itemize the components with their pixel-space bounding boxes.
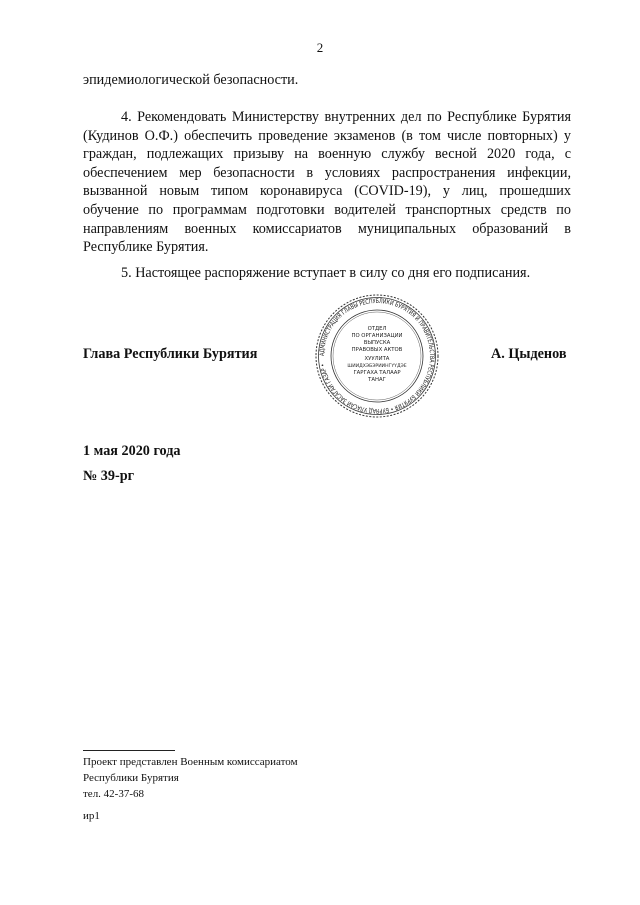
footnote-line: тел. 42-37-68 [83, 788, 145, 800]
seal-line: ВЫПУСКА [363, 340, 391, 346]
paragraph-continuation: эпидемиологической безопасности. [83, 72, 299, 88]
footnote [83, 754, 298, 802]
seal-line: ГАРГАХА ТАЛААР [353, 370, 401, 376]
seal-line: ХУУЛИТА [364, 356, 390, 362]
seal-line: ПРАВОВЫХ АКТОВ [351, 347, 403, 353]
seal-line: ПО ОРГАНИЗАЦИИ [351, 333, 403, 339]
footnote-line: Республики Бурятия [83, 772, 179, 784]
paragraph-item-4: 4. Рекомендовать Министерству внутренних дел по Республике Бурятия (Кудинов О.Ф.) обеспечить проведение экзаменов (в том числе повторных) у граждан, подлежащих призыву на военную службу весной 2020 года, с обеспечением мер безопасности в условиях распространения инфекции, вызванной новым типом коронавируса (COVID-19), у лиц, прошедших обучение по программам подготовки водителей транспортных средств по направлениям военных комиссариатов муниципальных образований в Республике Бурятия. [83, 109, 571, 256]
footnote-line: Проект представлен Военным комиссариатом [83, 756, 298, 768]
signatory-title: Глава Республики Бурятия [83, 346, 258, 362]
document-date: 1 мая 2020 года [83, 443, 181, 459]
footnote-divider [83, 750, 175, 751]
seal-outer-text: АДМИНИСТРАЦИЯ ГЛАВЫ РЕСПУБЛИКИ БУРЯТИЯ И ПРАВИТЕЛЬСТВА РЕСПУБЛИКИ БУРЯТИЯ • БУРЯАД УЛАСАЙ ЗАСАГАЙ ГАЗАР • [318, 297, 436, 415]
official-seal [314, 293, 440, 419]
executor-initials: ир1 [83, 810, 100, 822]
seal-line: ТАНАГ [368, 377, 386, 383]
signatory-name: А. Цыденов [491, 346, 567, 362]
seal-line: ОТДЕЛ [367, 326, 387, 332]
document-number: № 39-рг [83, 468, 135, 484]
paragraph-item-5: 5. Настоящее распоряжение вступает в силу со дня его подписания. [121, 265, 531, 281]
page-number: 2 [316, 40, 324, 55]
seal-line: ШИИДХЭБЭРИИНГҮҮДЭЕ [347, 364, 407, 369]
